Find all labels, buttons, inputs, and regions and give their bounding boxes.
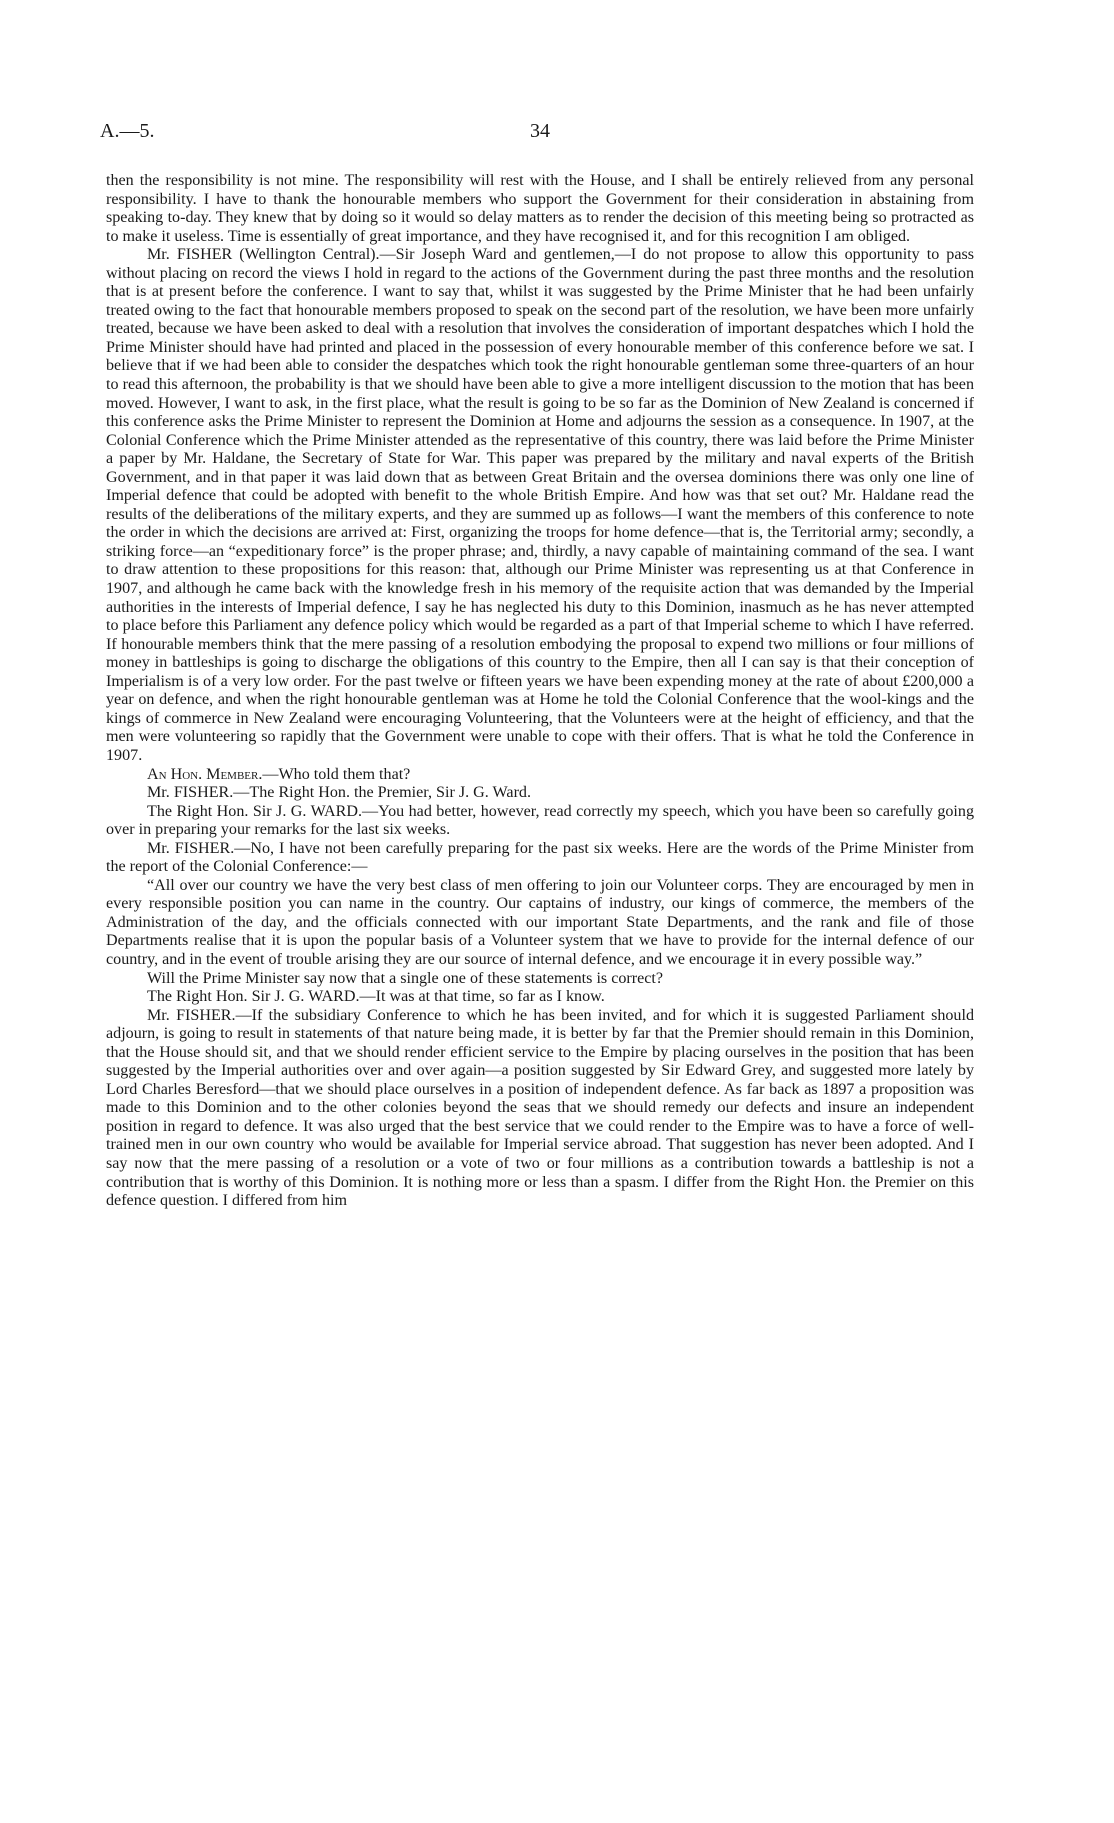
page-header [100,120,980,150]
document-reference: A.—5. [100,120,155,142]
paragraph-text: .—No, I have not been carefully preparing for the past six weeks. Here are the words of the Prime Minister from the report of the Colonial Conference:— [106,839,974,876]
paragraph-text: .—Who told them that? [258,765,411,783]
speaker: An Hon. Member [147,765,259,783]
paragraph [106,803,974,840]
speaker: Mr. FISHER [147,1006,232,1024]
paragraph [106,246,974,765]
paragraph [106,172,974,246]
paragraph [106,766,974,785]
paragraph-text: (Wellington Central).—Sir Joseph Ward and gentlemen,—I do not propose to allow this opportunity to pass without placing on record the views I hold in regard to the actions of the Government during the past three months and the resolution that is at present before the conference. I want to say that, whilst it was suggested by the Prime Minister that he had been unfairly treated owing to the fact that honourable members proposed to speak on the second part of the resolution, we have been more unfairly treated, because we have been asked to deal with a resolution that involves the consideration of important despatches which I hold the Prime Minister should have had printed and placed in the possession of every honourable member of this conference before we sat. I believe that if we had been able to consider the despatches which took the right honourable gentleman some three-quarters of an hour to read this afternoon, the probability is that we should have been able to give a more intelligent discussion to the motion that has been moved. However, I want to ask, in the first place, what the result is going to be so far as the Dominion of New Zealand is concerned if this conference asks the Prime Minister to represent the Dominion at Home and adjourns the session as a consequence. In 1907, at the Colonial Conference which the Prime Minister attended as the representative of this country, there was laid before the Prime Minister a paper by Mr. Haldane, the Secretary of State for War. This paper was prepared by the military and naval experts of the British Government, and in that paper it was laid down that as between Great Britain and the oversea dominions there was only one line of Imperial defence that could be adopted with benefit to the whole British Empire. And how was that set out? Mr. Haldane read the results of the deliberations of the military experts, and they are summed up as follows—I want the members of this conference to note the order in which the decisions are arrived at: First, organizing the troops for home defence—that is, the Territorial army; secondly, a striking force—an “expeditionary force” is the proper phrase; and, thirdly, a navy capable of maintaining command of the sea. I want to draw attention to these propositions for this reason: that, although our Prime Minister was representing us at that Conference in 1907, and although he came back with the knowledge fresh in his memory of the requisite action that was demanded by the Imperial authorities in the interests of Imperial defence, I say he has neglected his duty to this Dominion, inasmuch as he has never attempted to place before this Parliament any defence policy which would be regarded as a part of that Imperial scheme to which I have referred. If honourable members think that the mere passing of a resolution embodying the proposal to expend two millions or four millions of money in battleships is going to discharge the obligations of this country to the Empire, then all I can say is that their conception of Imperialism is of a very low order. For the past twelve or fifteen years we have been expending money at the rate of about £200,000 a year on defence, and when the right honourable gentleman was at Home he told the Colonial Conference that the wool-kings and the kings of commerce in New Zealand were encouraging Volunteering, that the Volunteers were at the height of efficiency, and that the men were volunteering so rapidly that the Government were unable to cope with their offers. That is what he told the Conference in 1907. [106,246,974,764]
paragraph-text: then the responsibility is not mine. The responsibility will rest with the House, and I shall be entirely relieved from any personal responsibility. I have to thank the honourable members who support the Government for their consideration in abstaining from speaking to-day. They knew that by doing so it would so delay matters as to render the decision of this meeting being so protracted as to make it useless. Time is essentially of great importance, and they have recognised it, and for this recognition I am obliged. [106,172,974,245]
paragraph [106,970,974,989]
page-number: 34 [530,120,550,142]
speaker: Mr. FISHER [147,839,231,857]
paragraph-text: “All over our country we have the very best class of men offering to join our Volunteer corps. They are encouraged by men in every responsible position you can name in the country. Our captains of industry, our kings of commerce, the members of the Administration of the day, and the officials connected with our important State Departments, and the rank and file of those Departments realise that it is upon the popular basis of a Volunteer system that we have to provide for the internal defence of our country, and in the event of trouble arising they are our source of internal defence, and we encourage it in every possible way.” [106,876,974,968]
paragraph-text: .—You had better, however, read correctly my speech, which you have been so carefully going over in preparing your remarks for the last six weeks. [106,802,974,839]
speaker: Mr. FISHER [147,246,233,264]
page-body [106,172,974,1211]
paragraph [106,988,974,1007]
speaker: The Right Hon. Sir J. G. WARD [147,988,356,1006]
quoted-paragraph [106,877,974,970]
paragraph-text: .—The Right Hon. the Premier, Sir J. G. Ward. [229,784,531,802]
paragraph-text: Will the Prime Minister say now that a single one of these statements is correct? [147,969,664,987]
speaker: Mr. FISHER [147,784,230,802]
paragraph-text: .—If the subsidiary Conference to which he has been invited, and for which it is suggested Parliament should adjourn, is going to result in statements of that nature being made, it is better by far that the Premier should remain in this Dominion, that the House should sit, and that we should render efficient service to the Empire by placing ourselves in the position that has been suggested by the Imperial authorities over and over again—a position suggested by Sir Edward Grey, and suggested more lately by Lord Charles Beresford—that we should place ourselves in a position of independent defence. As far back as 1897 a proposition was made to this Dominion and to the other colonies beyond the seas that we should remedy our defects and insure an independent position in regard to defence. It was also urged that the best service that we could render to the Empire was to have a force of well-trained men in our own country who would be available for Imperial service abroad. That suggestion has never been adopted. And I say now that the mere passing of a resolution or a vote of two or four millions as a contribution towards a battleship is not a contribution that is worthy of this Dominion. It is nothing more or less than a spasm. I differ from the Right Hon. the Premier on this defence question. I differed from him [106,1006,974,1210]
paragraph [106,840,974,877]
speaker: The Right Hon. Sir J. G. WARD [147,802,358,820]
paragraph [106,1007,974,1211]
paragraph [106,784,974,803]
paragraph-text: .—It was at that time, so far as I know. [355,988,605,1006]
